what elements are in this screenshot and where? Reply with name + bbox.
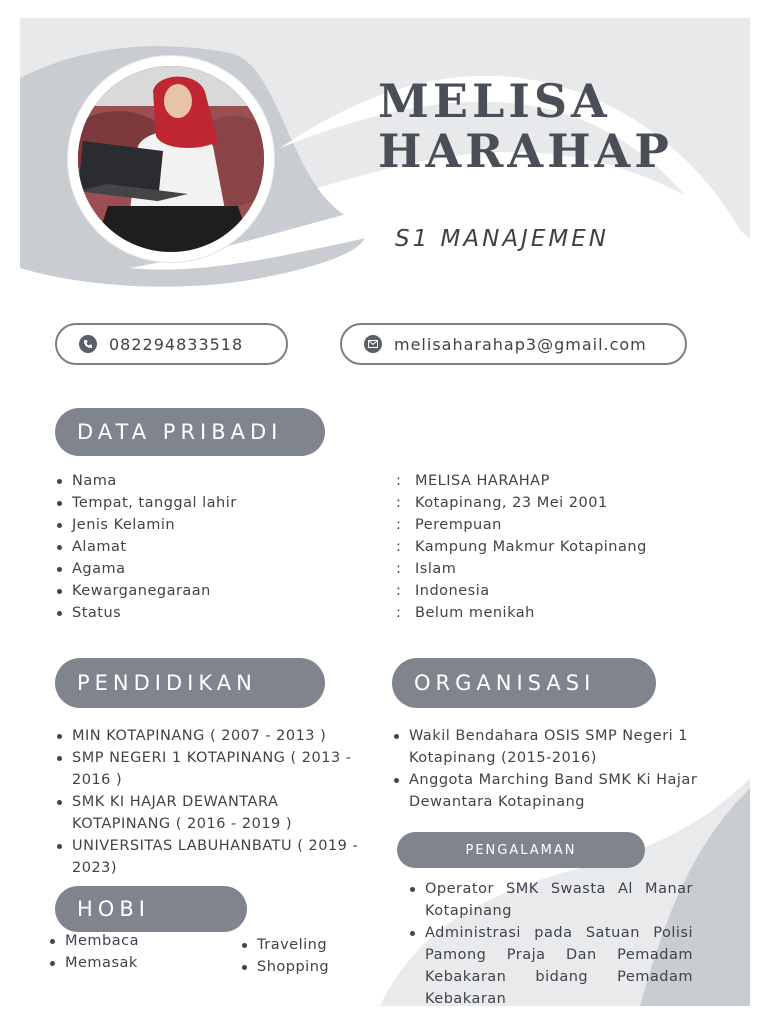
list-item bbox=[396, 536, 647, 558]
personal-data-labels bbox=[55, 470, 237, 624]
resume-page bbox=[20, 18, 750, 1006]
profile-photo bbox=[78, 66, 264, 252]
list-item: Tempat, tanggal lahir bbox=[55, 492, 237, 514]
experience-list bbox=[408, 878, 693, 1006]
list-item bbox=[396, 558, 647, 580]
profile-photo-frame bbox=[68, 56, 274, 262]
list-item bbox=[396, 580, 647, 602]
degree-title: S1 MANAJEMEN bbox=[395, 226, 609, 252]
list-item: Alamat bbox=[55, 536, 237, 558]
list-item: Memasak bbox=[48, 952, 139, 974]
separator: : bbox=[396, 583, 402, 599]
separator: : bbox=[396, 539, 402, 555]
value-nama: MELISA HARAHAP bbox=[415, 473, 550, 489]
separator: : bbox=[396, 561, 402, 577]
list-item: Shopping bbox=[240, 956, 329, 978]
hobby-list-2 bbox=[240, 934, 329, 978]
section-header-data-pribadi: DATA PRIBADI bbox=[55, 408, 325, 456]
value-gender: Perempuan bbox=[415, 517, 502, 533]
email-contact[interactable] bbox=[340, 323, 687, 365]
section-header-pendidikan: PENDIDIKAN bbox=[55, 658, 325, 708]
list-item: Jenis Kelamin bbox=[55, 514, 237, 536]
list-item bbox=[396, 492, 647, 514]
section-header-hobi: HOBI bbox=[55, 886, 247, 932]
list-item: Membaca bbox=[48, 930, 139, 952]
list-item: Operator SMK Swasta Al Manar Kotapinang bbox=[408, 878, 693, 922]
list-item: SMP NEGERI 1 KOTAPINANG ( 2013 - 2016 ) bbox=[55, 747, 375, 791]
email-address: melisaharahap3@gmail.com bbox=[394, 334, 647, 354]
list-item bbox=[396, 470, 647, 492]
separator: : bbox=[396, 605, 402, 621]
person-name bbox=[378, 76, 673, 176]
list-item bbox=[396, 514, 647, 536]
list-item: Administrasi pada Satuan Polisi Pamong Praja Dan Pemadam Kebakaran bidang Pemadam Kebakaran bbox=[408, 922, 693, 1006]
phone-contact[interactable] bbox=[55, 323, 288, 365]
education-list bbox=[55, 725, 375, 879]
phone-icon bbox=[79, 335, 97, 353]
value-status: Belum menikah bbox=[415, 605, 535, 621]
list-item: Status bbox=[55, 602, 237, 624]
value-address: Kampung Makmur Kotapinang bbox=[415, 539, 647, 555]
organization-list bbox=[392, 725, 732, 813]
list-item bbox=[396, 602, 647, 624]
hobby-list-1 bbox=[48, 930, 139, 974]
name-line-2: HARAHAP bbox=[378, 124, 673, 178]
list-item: Traveling bbox=[240, 934, 329, 956]
list-item: Kewarganegaraan bbox=[55, 580, 237, 602]
separator: : bbox=[396, 517, 402, 533]
section-header-organisasi: ORGANISASI bbox=[392, 658, 656, 708]
phone-number: 082294833518 bbox=[109, 334, 244, 354]
value-religion: Islam bbox=[415, 561, 457, 577]
list-item: MIN KOTAPINANG ( 2007 - 2013 ) bbox=[55, 725, 375, 747]
value-citizenship: Indonesia bbox=[415, 583, 490, 599]
list-item: SMK KI HAJAR DEWANTARA KOTAPINANG ( 2016 - 2019 ) bbox=[55, 791, 375, 835]
separator: : bbox=[396, 473, 402, 489]
list-item: UNIVERSITAS LABUHANBATU ( 2019 - 2023) bbox=[55, 835, 375, 879]
mail-icon bbox=[364, 335, 382, 353]
list-item: Agama bbox=[55, 558, 237, 580]
list-item: Anggota Marching Band SMK Ki Hajar Dewantara Kotapinang bbox=[392, 769, 732, 813]
section-header-pengalaman: PENGALAMAN bbox=[397, 832, 645, 868]
list-item: Wakil Bendahara OSIS SMP Negeri 1 Kotapinang (2015-2016) bbox=[392, 725, 732, 769]
personal-data-values bbox=[396, 470, 647, 624]
separator: : bbox=[396, 495, 402, 511]
value-ttl: Kotapinang, 23 Mei 2001 bbox=[415, 495, 608, 511]
list-item: Nama bbox=[55, 470, 237, 492]
name-line-1: MELISA bbox=[378, 74, 611, 128]
